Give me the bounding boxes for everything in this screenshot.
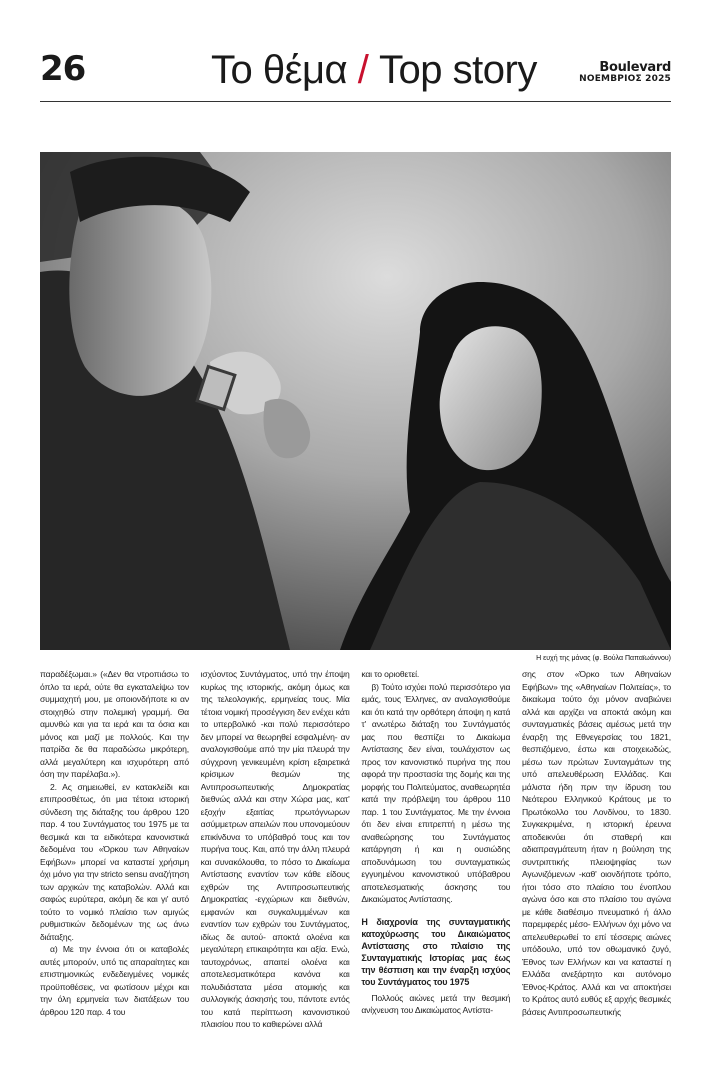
issue-date: ΝΟΕΜΒΡΙΟΣ 2025 (579, 74, 671, 84)
photo-caption: Η ευχή της μάνας (φ. Βούλα Παπαϊωάννου) (536, 655, 671, 662)
header-rule (40, 101, 671, 102)
paragraph: παραδέξωμαι.» («Δεν θα ντροπιάσω το όπλο τα ιερά, ούτε θα εγκαταλείψω τον συμμαχητή μου, με οποιονδήποτε κι αν στοιχηθώ στην πολεμική γραμμή. Θα αμυνθώ και για τα ιερά και τα όσια και μόνος και μαζί με πολλούς. Και την πατρίδα δε θα παραδώσω μικρότερη, αλλά μεγαλύτερη και ισχυρότερη από όση την παρέλαβα.»). (40, 669, 189, 779)
paragraph: β) Τούτο ισχύει πολύ περισσότερο για εμάς, τους Έλληνες, αν αναλογισθούμε και ότι κατά την ορθότερη άποψη η κατά τ' ανωτέρω διάταξη του Συντάγματός μας που θεσπίζει το Δικαίωμα Αντίστασης δεν είναι, τουλάχιστον ως προς τον κανονιστικό πυρήνα της που αφορά την προστασία της δομής και της μορφής του Πολιτεύματος, αναθεωρητέα κατά την πρόβλεψη του άρθρου 110 παρ. 1 του Συντάγματος. Με την έννοια ότι δεν είναι επιτρεπτή η μέσω της αναθεώρησης του Συντάγματος κατάργηση ή και η ουσιώδης αποδυνάμωση του συνταγματικώς εγγυημένου κανονιστικού υπόβαθρου αποτελεσματικής άσκησης του Δικαιώματος Αντίστασης. (361, 681, 511, 904)
paragraph: α) Με την έννοια ότι οι καταβολές αυτές μπορούν, υπό τις απαραίτητες και επιστημονικώς ενδεδειγμένες νομικές προϋποθέσεις, να φωτίσουν μέχρι και την όλη ερμηνεία των διατάξεων του άρθρου 120 παρ. 4 του (40, 944, 189, 1017)
brand-block (579, 61, 671, 85)
brand-name: Boulevard (599, 60, 671, 75)
article-body (40, 668, 671, 1074)
article-subheading: Η διαχρονία της συνταγματικής κατοχύρωσης του Δικαιώματος Αντίστασης στο πλαίσιο της Συνταγματικής Ιστορίας μας έως την θέσπιση και την έναρξη ισχύος του Συντάγματος του 1975 (361, 916, 511, 987)
page-header (0, 0, 711, 110)
page-number: 26 (40, 49, 86, 89)
article-column-3 (361, 668, 510, 1074)
section-title-english: Top story (379, 48, 537, 92)
paragraph: και το οριοθετεί. (361, 669, 420, 679)
article-column-1 (40, 668, 189, 1074)
paragraph: 2. Ας σημειωθεί, εν κατακλείδι και επιπροσθέτως, ότι μια τέτοια ιστορική σύνδεση της διάταξης του άρθρου 120 παρ. 4 του Συντάγματος του 1975 με τα θεσμικά και τα ειδικότερα κανονιστικά δεδομένα του «Όρκου των Αθηναίων Εφήβων» μπορεί να καταστεί χρήσιμη όχι μόνο για την stricto sensu αναζήτηση των αρχικών της καταβολών. Αλλά και σαφώς ευρύτερα, ακόμη δε και γι' αυτό τούτο το νομικό πλαίσιο των αμιγώς ρυθμιστικών δεδομένων της ως άνω διάταξης. (40, 781, 189, 942)
paragraph: ισχύοντος Συντάγματος, υπό την έποψη κυρίως της ιστορικής, ακόμη όμως και της τελεολογικής, ερμηνείας τους. Μία τέτοια νομική προσέγγιση δεν ενέχει κάτι το υπερβολικό -και πολύ περισσότερο δεν μπορεί να θεωρηθεί εσφαλμένη- αν αναλογισθούμε από την μία πλευρά την σύγχρονη γενικευμένη κρίση εξαιρετικά κρίσιμων θεσμών της Αντιπροσωπευτικής Δημοκρατίας διεθνώς αλλά και στην Χώρα μας, κατ' εξοχήν εξαιτίας πρωτόγνωρων ασύμμετρων απειλών που υπονομεύουν επικίνδυνα το υπόβαθρό τους και τον πυρήνα τους. Και, από την άλλη πλευρά και συνακόλουθα, το πόσο το Δικαίωμα Αντίστασης εναντίον των κάθε είδους εχθρών της Αντιπροσωπευτικής Δημοκρατίας -εγχώριων και διεθνών, εμφανών και συγκαλυμμένων και εναντίον των εχθρών του Συντάγματος, ιδίως δε αυτού- αποκτά ολοένα και μεγαλύτερη επικαιρότητα και αξία. Ενώ, ταυτοχρόνως, απαιτεί ολοένα και αποτελεσματικότερα κανόνα και πολυδιάστατα μέσα ατομικής και συλλογικής άσκησής του, πάντοτε εντός του κατά περίπτωση κανονιστικού πλαισίου που το καθιερώνει αλλά (200, 669, 350, 1029)
photo-illustration (40, 152, 671, 650)
article-photo (40, 152, 671, 650)
section-title-greek: Το θέμα (211, 48, 348, 92)
paragraph: Πολλούς αιώνες μετά την θεσμική ανίχνευση του Δικαιώματος Αντίστα- (361, 992, 511, 1015)
section-title (211, 50, 537, 90)
article-column-4 (522, 668, 671, 1074)
section-title-separator: / (357, 48, 369, 92)
paragraph: σης στον «Όρκο των Αθηναίων Εφήβων» της «Αθηναίων Πολιτείας», το δικαίωμα τούτο όχι μόνον αναβιώνει αλλά και αρχίζει να αποκτά ακόμη και συνταγματικές βάσεις αμέσως μετά την έναρξη της Εθνεγερσίας του 1821, θεσπιζόμενο, έστω και στοιχειωδώς, μέσω των πρώτων Συνταγμάτων της υπό απελευθέρωση Ελλάδας. Και μάλιστα ήδη πριν την ίδρυση του Νεότερου Ελληνικού Κράτους με το Πρωτόκολλο του Λονδίνου, το 1830. Συγκεκριμένα, η ιστορική έρευνα αποδεικνύει ότι σταθερή και αδιαπραγμάτευτη ήταν η βούληση της συντριπτικής πλειοψηφίας των Αγωνιζόμενων -καθ' οιονδήποτε τρόπο, ήτοι τόσο στο πλαίσιο του ένοπλου αγώνα όσο και στο πλαίσιο του αγώνα με κάθε διαθέσιμο πνευματικό ή άλλο παρεμφερές μέσο- Ελλήνων όχι μόνο να απελευθερωθεί το επί τέσσερις αιώνες υπόδουλο, υπό τον οθωμανικό ζυγό, Έθνος των Ελλήνων και να καταστεί η Ελλάδα ανεξάρτητο και αυτόνομο Έθνος-Κράτος. Αλλά και να αποκτήσει το Κράτος αυτό ευθύς εξ αρχής θεσμικές βάσεις Αντιπροσωπευτικής (521, 669, 671, 1017)
article-column-2 (201, 668, 350, 1074)
